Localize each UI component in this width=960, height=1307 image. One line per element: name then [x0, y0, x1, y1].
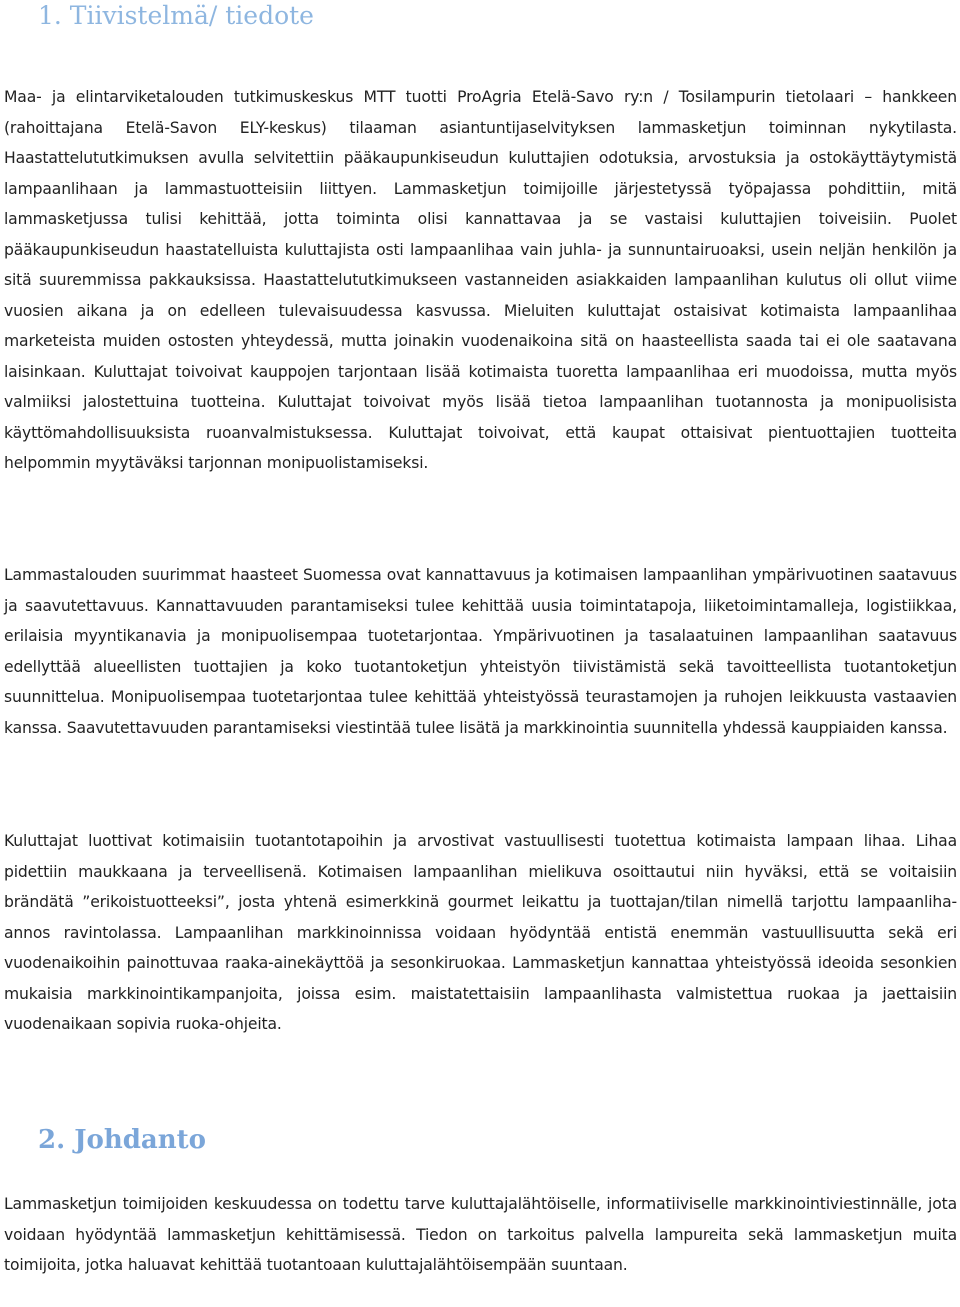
summary-paragraph-3: Kuluttajat luottivat kotimaisiin tuotantotapoihin ja arvostivat vastuullisesti tuotettua kotimaista lampaan lihaa. Lihaa pidettiin maukkaana ja terveellisenä. Kotimaisen lampaanlihan mielikuva osoittautui niin hyväksi, että se voitaisiin brändätä ”erikoistuotteeksi”, josta yhtenä esimerkkinä gourmet leikattu ja tuottajan/tilan nimellä tarjottu lampaanliha-annos ravintolassa. Lampaanlihan markkinoinnissa voidaan hyödyntää entistä enemmän vastuullisuutta sekä eri vuodenaikoihin painottuvaa raaka-ainekäyttöä ja sesonkiruokaa. Lammasketjun kannattaa yhteistyössä ideoida sesonkien mukaisia markkinointikampanjoita, joissa esim. maistatettaisiin lampaanlihasta valmistettua ruokaa ja jaettaisiin vuodenaikaan sopivia ruoka-ohjeita. — [4, 832, 957, 1033]
summary-paragraph-1: Maa- ja elintarviketalouden tutkimuskeskus MTT tuotti ProAgria Etelä-Savo ry:n / Tosilampurin tietolaari – hankkeen (rahoittajana Etelä-Savon ELY-keskus) tilaaman asiantuntijaselvityksen lammasketjun toiminnan nykytilasta. Haastattelututkimuksen avulla selvitettiin pääkaupunkiseudun kuluttajien odotuksia, arvostuksia ja ostokäyttäytymistä lampaanlihaan ja lammastuotteisiin liittyen. Lammasketjun toimijoille järjestetyssä työpajassa pohdittiin, mitä lammasketjussa tulisi kehittää, jotta toiminta olisi kannattavaa ja se vastaisi kuluttajien toiveisiin. Puolet pääkaupunkiseudun haastatelluista kuluttajista osti lampaanlihaa vain juhla- ja sunnuntairuoaksi, usein neljän henkilön ja sitä suuremmissa pakkauksissa. Haastattelututkimukseen vastanneiden asiakkaiden lampaanlihan kulutus oli ollut viime vuosien aikana ja on edelleen tulevaisuudessa kasvussa. Mieluiten kuluttajat ostaisivat kotimaista lampaanlihaa marketeista muiden ostosten yhteydessä, mutta joinakin vuodenaikoina sitä on haasteellista saada tai ei ole saatavana laisinkaan. Kuluttajat toivoivat kauppojen tarjontaan lisää kotimaista tuoretta lampaanlihaa eri muodoissa, mutta myös valmiiksi jalostettuina tuotteina. Kuluttajat toivoivat myös lisää tietoa lampaanlihan tuotannosta ja monipuolisista käyttömahdollisuuksista ruoanvalmistuksessa. Kuluttajat toivoivat, että kaupat ottaisivat pientuottajien tuotteita helpommin myytäväksi tarjonnan monipuolistamiseksi. — [4, 88, 957, 472]
section-heading-summary: 1. Tiivistelmä/ tiedote — [38, 1, 314, 30]
section-heading-introduction: 2. Johdanto — [38, 1125, 207, 1155]
summary-paragraph-2: Lammastalouden suurimmat haasteet Suomessa ovat kannattavuus ja kotimaisen lampaanlihan ympärivuotinen saatavuus ja saavutettavuus. Kannattavuuden parantamiseksi tulee kehittää uusia toimintatapoja, liiketoimintamalleja, logistiikkaa, erilaisia myyntikanavia ja monipuolisempaa tuotetarjontaa. Ympärivuotinen ja tasalaatuinen lampaanlihan saatavuus edellyttää alueellisten tuottajien ja koko tuotantoketjun yhteistyön tiivistämistä sekä tavoitteellista tuotantoketjun suunnittelua. Monipuolisempaa tuotetarjontaa tulee kehittää yhteistyössä teurastamojen ja ruhojen leikkuusta vastaavien kanssa. Saavutettavuuden parantamiseksi viestintää tulee lisätä ja markkinointia suunnitella yhdessä kauppiaiden kanssa. — [4, 566, 957, 737]
introduction-paragraph-1: Lammasketjun toimijoiden keskuudessa on todettu tarve kuluttajalähtöiselle, informatiiviselle markkinointiviestinnälle, jota voidaan hyödyntää lammasketjun kehittämisessä. Tiedon on tarkoitus palvella lampureita sekä lammasketjun muita toimijoita, jotka haluavat kehittää tuotantoaan kuluttajalähtöisempään suuntaan. — [4, 1195, 957, 1274]
